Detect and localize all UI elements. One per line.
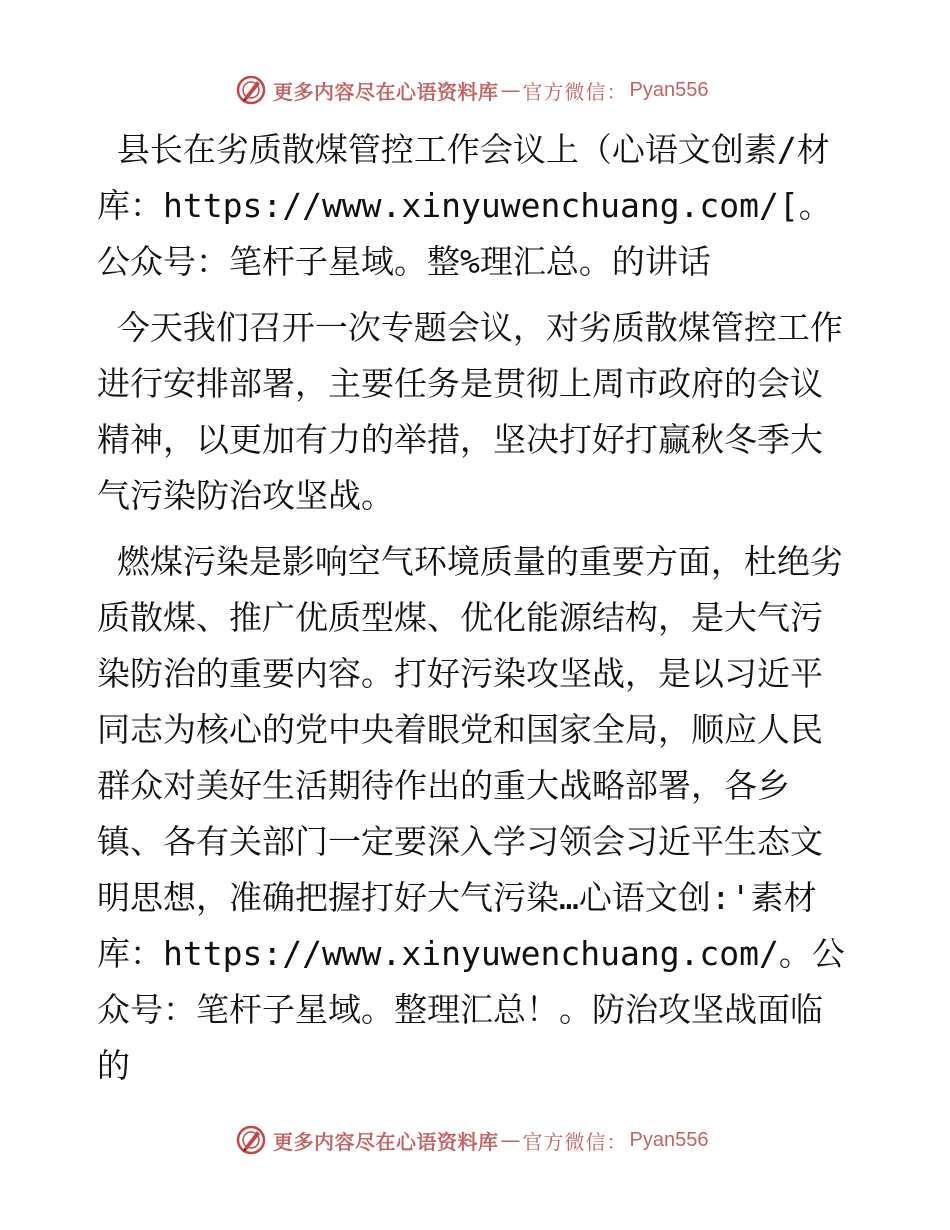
banner-wechat-id: Pyan556 [629, 1128, 709, 1151]
banner-text: 更多内容尽在心语资料库 [273, 79, 499, 104]
pen-logo-icon [235, 1124, 267, 1156]
footer-banner [235, 1122, 708, 1158]
banner-text: 更多内容尽在心语资料库 [273, 1129, 499, 1154]
banner-wechat-id: Pyan556 [629, 78, 709, 101]
pen-logo-icon [235, 74, 267, 106]
banner-wechat-label: 官方微信： [522, 79, 628, 104]
document-title: 县长在劣质散煤管控工作会议上（心语文创素/材库：https://www.xinyuwenchuang.com/[。公众号：笔杆子星域。整%理汇总。的讲话 [97, 130, 832, 281]
paragraph: 燃煤污染是影响空气环境质量的重要方面，杜绝劣质散煤、推广优质型煤、优化能源结构，是大气污染防治的重要内容。打好污染攻坚战，是以习近平同志为核心的党中央着眼党和国家全局，顺应人民群众对美好生活期待作出的重大战略部署，各乡镇、各有关部门一定要深入学习领会习近平生态文明思想，准确把握打好大气污染…心语文创:'素材库：https://www.xinyuwenchuang.com/。公众号：笔杆子星域。整理汇总！。防治攻坚战面临的 [97, 542, 845, 1085]
banner-dash: — [500, 1128, 521, 1152]
banner-wechat-label: 官方微信： [522, 1129, 628, 1154]
banner-dash: — [500, 78, 521, 102]
header-banner [235, 72, 708, 108]
document-body [97, 122, 849, 1092]
paragraph: 今天我们召开一次专题会议，对劣质散煤管控工作进行安排部署，主要任务是贯彻上周市政府的会议精神，以更加有力的举措，坚决打好打赢秋冬季大气污染防治攻坚战。 [97, 308, 843, 515]
